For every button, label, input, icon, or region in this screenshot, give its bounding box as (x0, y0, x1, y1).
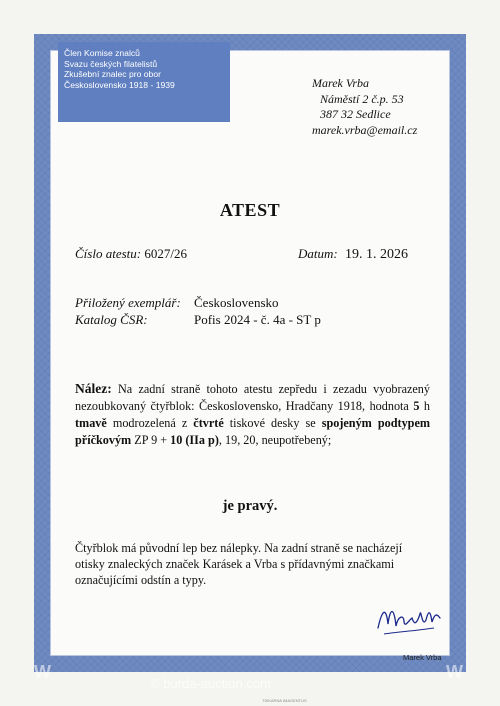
printer-credit: TISKARNA IMAGENTUS (262, 698, 307, 703)
auction-watermark: © burda-auction.com (150, 676, 271, 691)
catalog-label: Katalog ČSR: (75, 312, 148, 327)
attest-number-row (75, 246, 187, 262)
address-email: marek.vrba@email.cz (312, 122, 418, 137)
commission-line: Československo 1918 - 1939 (64, 79, 175, 90)
address-city: 387 32 Sedlice (320, 107, 391, 121)
attest-number: 6027/26 (144, 246, 187, 261)
signature-name: Marek Vrba (403, 653, 442, 662)
watermark-logo-right: W (446, 662, 461, 682)
attest-date: 19. 1. 2026 (344, 247, 408, 262)
remark-paragraph: Čtyřblok má původní lep bez nálepky. Na zadní straně se nacházejí otisky znaleckých značek Karásek a Vrba s přídavnými značkami označujícími odstín a typy. (75, 541, 403, 587)
finding-paragraph: Nález: Na zadní straně tohoto atestu zepředu i zezadu vyobrazený nezoubkovaný čtyřblok: Československo, Hradčany 1918, hodnota 5 h tmavě modrozelená z čtvrté tiskové desky se spojeným podtypem příčkovým ZP 9 + 10 (IIa p), 19, 20, neupotřebený; (75, 381, 431, 447)
address-name: Marek Vrba (312, 76, 369, 90)
exemplar-label: Přiložený exemplář: (75, 295, 181, 310)
handwritten-signature (374, 598, 444, 642)
exemplar-value: Československo (194, 295, 279, 310)
expert-address (312, 76, 417, 138)
attest-number-label: Číslo atestu: (75, 246, 142, 261)
commission-block (64, 48, 229, 90)
document-title: ATEST (219, 200, 281, 220)
attest-date-label: Datum: (298, 246, 338, 261)
catalog-value: Pofis 2024 - č. 4a - ST p (194, 312, 321, 327)
watermark-logo-left: W (34, 662, 49, 682)
commission-line: Zkušební znalec pro obor (64, 69, 161, 80)
commission-line: Člen Komise znalců (64, 48, 140, 58)
verdict: je pravý. (222, 498, 278, 514)
address-street: Náměstí 2 č.p. 53 (320, 91, 404, 106)
attest-date-row (298, 246, 408, 263)
commission-line: Svazu českých filatelistů (64, 58, 158, 69)
finding-label: Nález: (75, 381, 112, 396)
